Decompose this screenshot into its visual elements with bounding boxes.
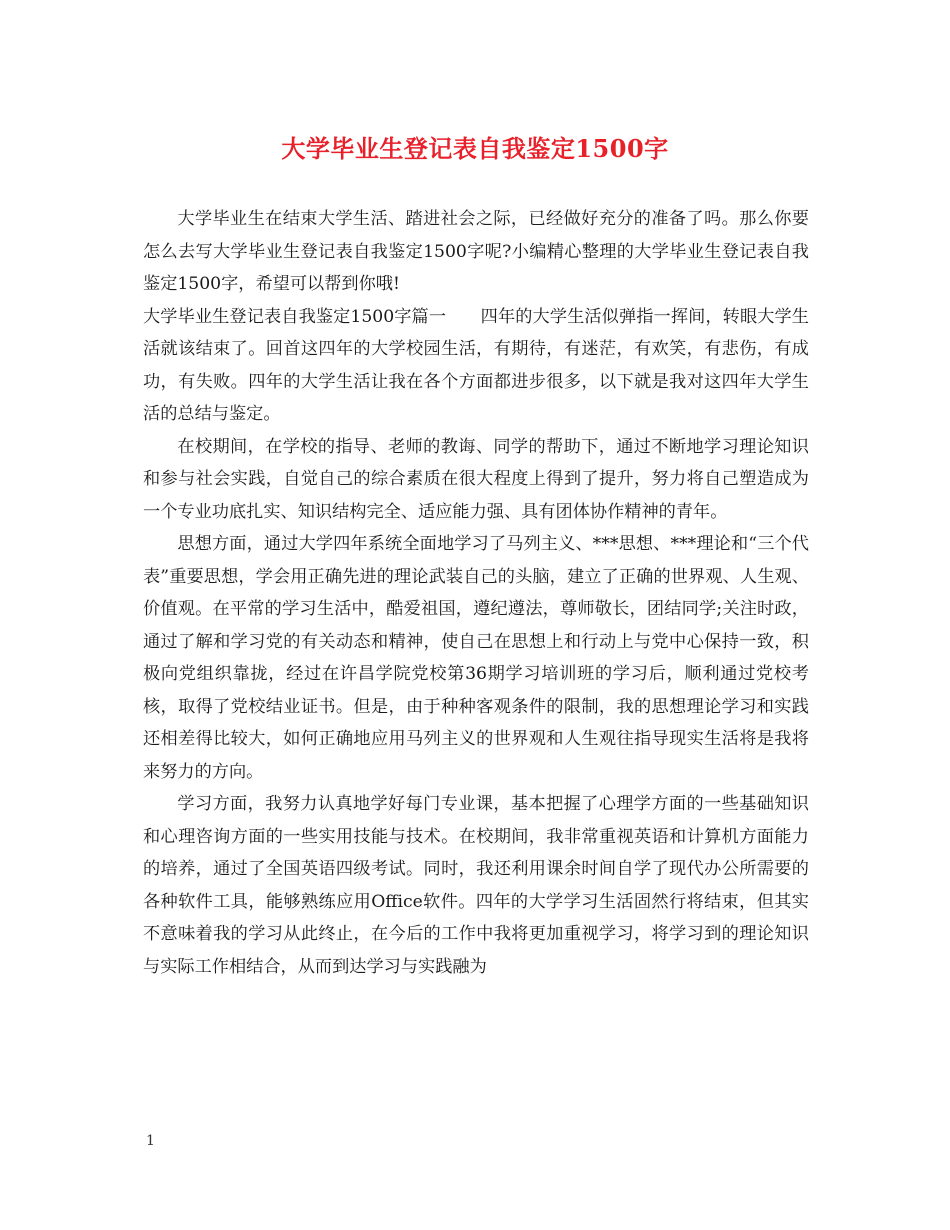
page-number: 1: [146, 1133, 155, 1149]
document-body: [143, 203, 809, 983]
paragraph-ideology: 思想方面，通过大学四年系统全面地学习了马列主义、***思想、***理论和“三个代表”重要思想，学会用正确先进的理论武装自己的头脑，建立了正确的世界观、人生观、价值观。在平常的学习生活中，酷爱祖国，遵纪遵法，尊师敬长，团结同学;关注时政，通过了解和学习党的有关动态和精神，使自己在思想上和行动上与党中心保持一致，积极向党组织靠拢，经过在许昌学院党校第36期学习培训班的学习后，顺利通过党校考核，取得了党校结业证书。但是，由于种种客观条件的限制，我的思想理论学习和实践还相差得比较大，如何正确地应用马列主义的世界观和人生观往指导现实生活将是我将来努力的方向。: [143, 534, 809, 782]
paragraph-part-one: 大学毕业生登记表自我鉴定1500字篇一 四年的大学生活似弹指一挥间，转眼大学生活就该结束了。回首这四年的大学校园生活，有期待，有迷茫，有欢笑，有悲伤，有成功，有失败。四年的大学生活让我在各个方面都进步很多，以下就是我对这四年大学生活的总结与鉴定。: [143, 306, 809, 424]
document-title: 大学毕业生登记表自我鉴定1500字: [281, 134, 669, 163]
paragraph-school-period: 在校期间，在学校的指导、老师的教诲、同学的帮助下，通过不断地学习理论知识和参与社会实践，自觉自己的综合素质在很大程度上得到了提升，努力将自己塑造成为一个专业功底扎实、知识结构完全、适应能力强、具有团体协作精神的青年。: [143, 436, 809, 522]
paragraph-intro: 大学毕业生在结束大学生活、踏进社会之际，已经做好充分的准备了吗。那么你要怎么去写大学毕业生登记表自我鉴定1500字呢?小编精心整理的大学毕业生登记表自我鉴定1500字，希望可以帮到你哦!: [143, 209, 809, 294]
paragraph-study: 学习方面，我努力认真地学好每门专业课，基本把握了心理学方面的一些基础知识和心理咨询方面的一些实用技能与技术。在校期间，我非常重视英语和计算机方面能力的培养，通过了全国英语四级考试。同时，我还利用课余时间自学了现代办公所需要的各种软件工具，能够熟练应用Office软件。四年的大学学习生活固然行将结束，但其实不意味着我的学习从此终止，在今后的工作中我将更加重视学习，将学习到的理论知识与实际工作相结合，从而到达学习与实践融为: [143, 794, 809, 977]
